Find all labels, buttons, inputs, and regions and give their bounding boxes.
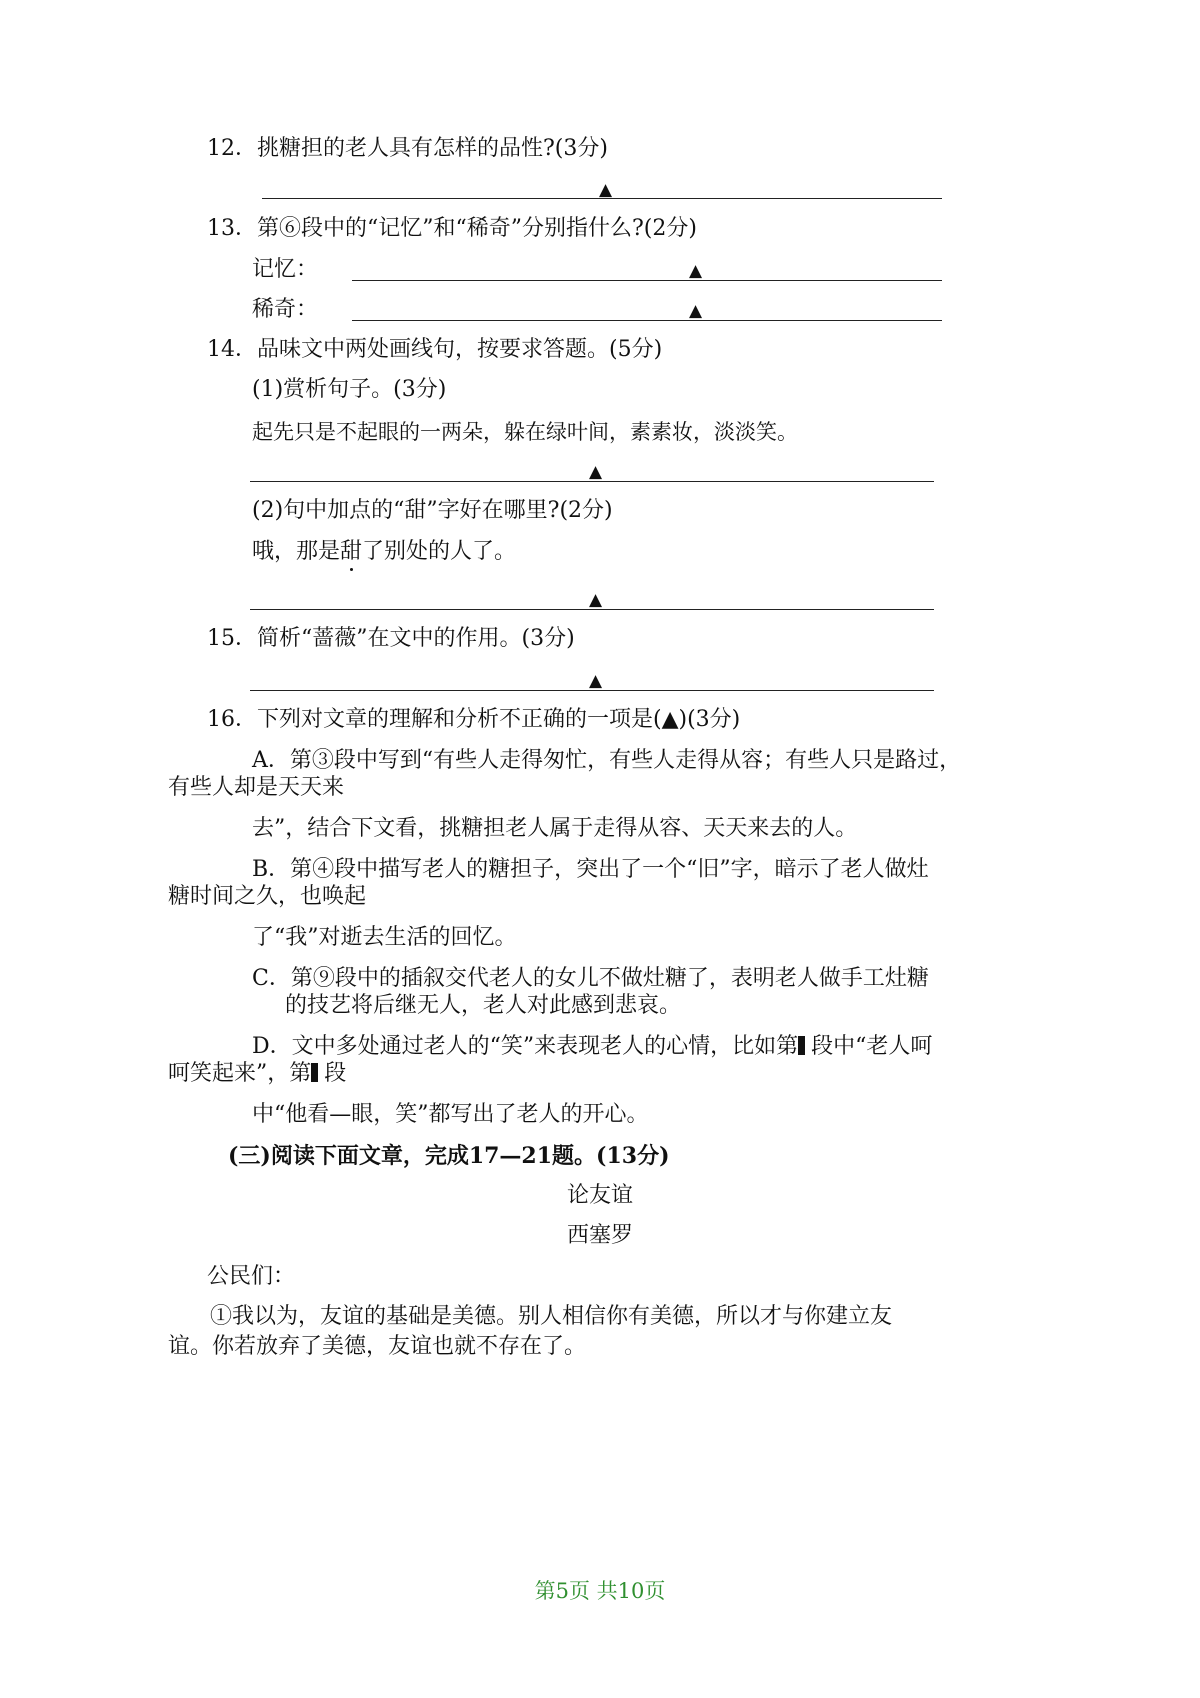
page-footer: 第5页 共10页 — [534, 1579, 666, 1603]
article-paragraph-1-line2: 谊。你若放弃了美德，友谊也就不存在了。 — [168, 1334, 587, 1359]
answer-mark-15: ▲ — [589, 671, 603, 691]
blank-square-icon — [311, 1063, 318, 1082]
q16-option-a-line1: A．第③段中写到“有些人走得匆忙，有些人走得从容；有些人只是路过， — [252, 748, 962, 773]
q16-option-d-part4: 段 — [324, 1061, 347, 1086]
blank-square-icon — [798, 1036, 805, 1055]
question-12: 12．挑糖担的老人具有怎样的品性?(3分) — [207, 136, 608, 161]
q16-option-c-line2: 的技艺将后继无人，老人对此感到悲哀。 — [285, 993, 682, 1018]
q16-option-d-part1: D．文中多处通过老人的“笑”来表现老人的心情，比如第 — [252, 1034, 799, 1059]
answer-line-13a — [352, 280, 942, 281]
article-author: 西塞罗 — [566, 1223, 633, 1248]
q14-sub1: (1)赏析句子。(3分) — [252, 377, 447, 402]
question-16: 16．下列对文章的理解和分析不正确的一项是(▲)(3分) — [207, 707, 741, 732]
answer-mark-13b: ▲ — [689, 301, 703, 321]
answer-mark-14a: ▲ — [589, 462, 603, 482]
answer-mark-13a: ▲ — [689, 261, 703, 281]
answer-line-13b — [352, 320, 942, 321]
q16-option-b-line3: 了“我”对逝去生活的回忆。 — [252, 925, 517, 950]
article-title: 论友谊 — [566, 1183, 633, 1208]
q14-dotted-char: 甜 — [340, 539, 363, 564]
q16-option-b-line1: B．第④段中描写老人的糖担子，突出了一个“旧”字，暗示了老人做灶 — [252, 857, 929, 882]
q16-option-a-line3: 去”，结合下文看，挑糖担老人属于走得从容、天天来去的人。 — [252, 816, 858, 841]
q14-sub2: (2)句中加点的“甜”字好在哪里?(2分) — [252, 498, 613, 523]
section-3-heading: (三)阅读下面文章，完成17—21题。(13分) — [228, 1143, 670, 1169]
q16-option-a-line2: 有些人却是天天来 — [168, 775, 345, 800]
answer-mark-12: ▲ — [599, 180, 613, 200]
q16-option-d-line3: 中“他看—眼，笑”都写出了老人的开心。 — [252, 1102, 649, 1127]
q16-option-d-line2 — [168, 1059, 346, 1089]
q16-option-d-part3: 呵笑起来”，第 — [168, 1061, 312, 1086]
q16-option-b-line2: 糖时间之久，也唤起 — [168, 884, 367, 909]
q14-quote2-post: 了别处的人了。 — [362, 539, 517, 564]
question-15: 15．简析“蔷薇”在文中的作用。(3分) — [207, 626, 575, 651]
q16-option-d-line1 — [252, 1032, 932, 1062]
q14-quote1: 起先只是不起眼的一两朵，躲在绿叶间，素素妆，淡淡笑。 — [252, 420, 798, 444]
question-13: 13．第⑥段中的“记忆”和“稀奇”分别指什么?(2分) — [207, 216, 697, 241]
q13-label-rare: 稀奇： — [252, 297, 319, 322]
q16-option-d-part2: 段中“老人呵 — [811, 1034, 933, 1059]
q14-quote2-pre: 哦，那是 — [252, 539, 341, 564]
answer-mark-14b: ▲ — [589, 590, 603, 610]
article-paragraph-1-line1: ①我以为，友谊的基础是美德。别人相信你有美德，所以才与你建立友 — [210, 1304, 893, 1329]
q16-option-c-line1: C．第⑨段中的插叙交代老人的女儿不做灶糖了，表明老人做手工灶糖 — [252, 966, 929, 991]
article-salutation: 公民们： — [207, 1264, 296, 1289]
q13-label-memory: 记忆： — [252, 257, 319, 282]
question-14: 14．品味文中两处画线句，按要求答题。(5分) — [207, 337, 663, 362]
q14-quote2 — [252, 537, 516, 567]
